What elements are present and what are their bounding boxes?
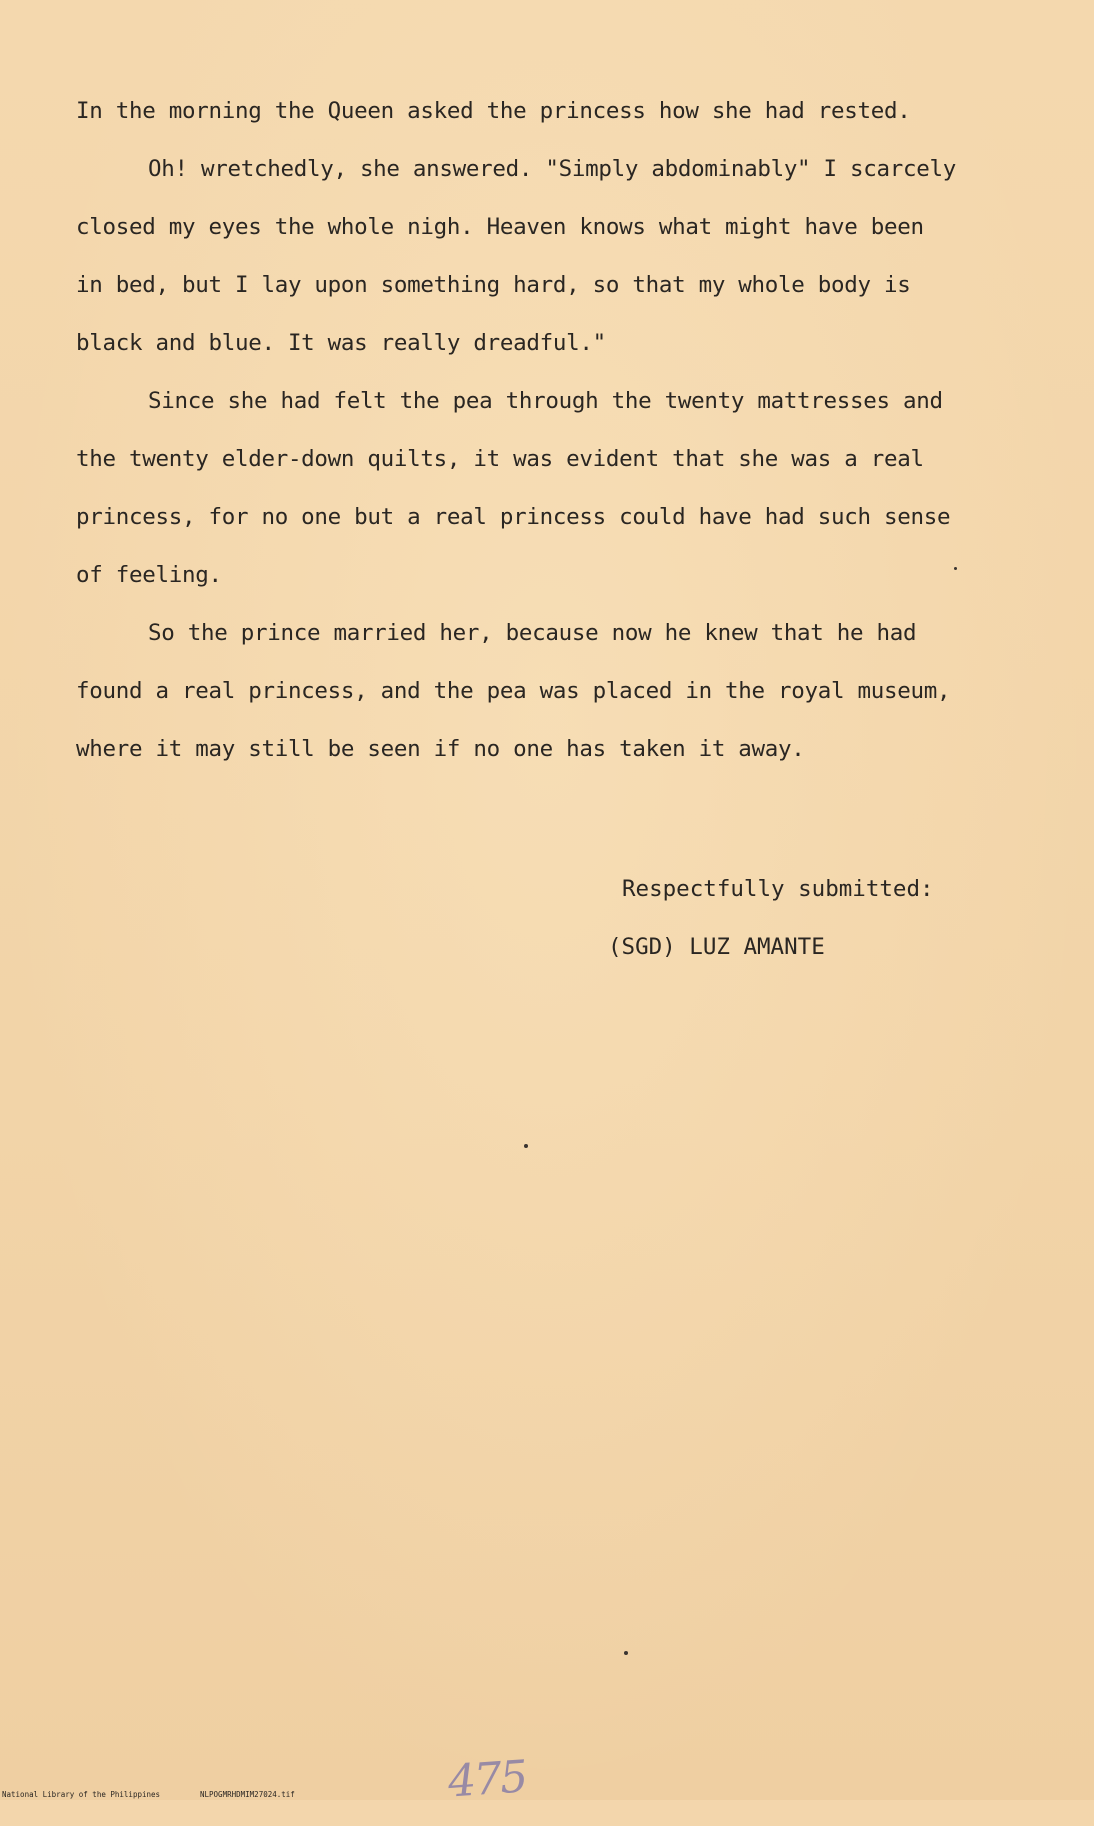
closing-block <box>608 860 934 976</box>
text-line: closed my eyes the whole nigh. Heaven knows what might have been <box>76 214 924 240</box>
paragraph <box>76 140 1036 372</box>
text-line: So the prince married her, because now he knew that he had <box>148 620 917 646</box>
text-line: princess, for no one but a real princess could have had such sense <box>76 504 951 530</box>
handwritten-page-number: 475 <box>446 1751 528 1808</box>
text-line: of feeling. <box>76 562 222 588</box>
text-line: Since she had felt the pea through the twenty mattresses and <box>148 388 943 414</box>
text-line: in bed, but I lay upon something hard, so that my whole body is <box>76 272 911 298</box>
signature: (SGD) LUZ AMANTE <box>608 934 825 960</box>
paragraph <box>76 372 1036 604</box>
paper-speck <box>624 1651 628 1655</box>
paragraph <box>76 604 1036 778</box>
text-line: the twenty elder-down quilts, it was evident that she was a real <box>76 446 924 472</box>
paper-speck <box>954 567 957 570</box>
text-line: Oh! wretchedly, she answered. "Simply abdominably" I scarcely <box>148 156 957 182</box>
document-body <box>76 82 1036 778</box>
archive-footer <box>0 1790 1094 1826</box>
paper-speck <box>524 1144 528 1148</box>
paragraph <box>76 82 1036 140</box>
text-line: found a real princess, and the pea was placed in the royal museum, <box>76 678 951 704</box>
file-name: NLPOGMRHDMIM27024.tif <box>200 1790 295 1799</box>
library-name: National Library of the Philippines <box>2 1790 161 1799</box>
text-line: black and blue. It was really dreadful." <box>76 330 606 356</box>
text-line: In the morning the Queen asked the princess how she had rested. <box>76 98 911 124</box>
text-line: where it may still be seen if no one has taken it away. <box>76 736 805 762</box>
closing-text: Respectfully submitted: <box>622 876 934 902</box>
